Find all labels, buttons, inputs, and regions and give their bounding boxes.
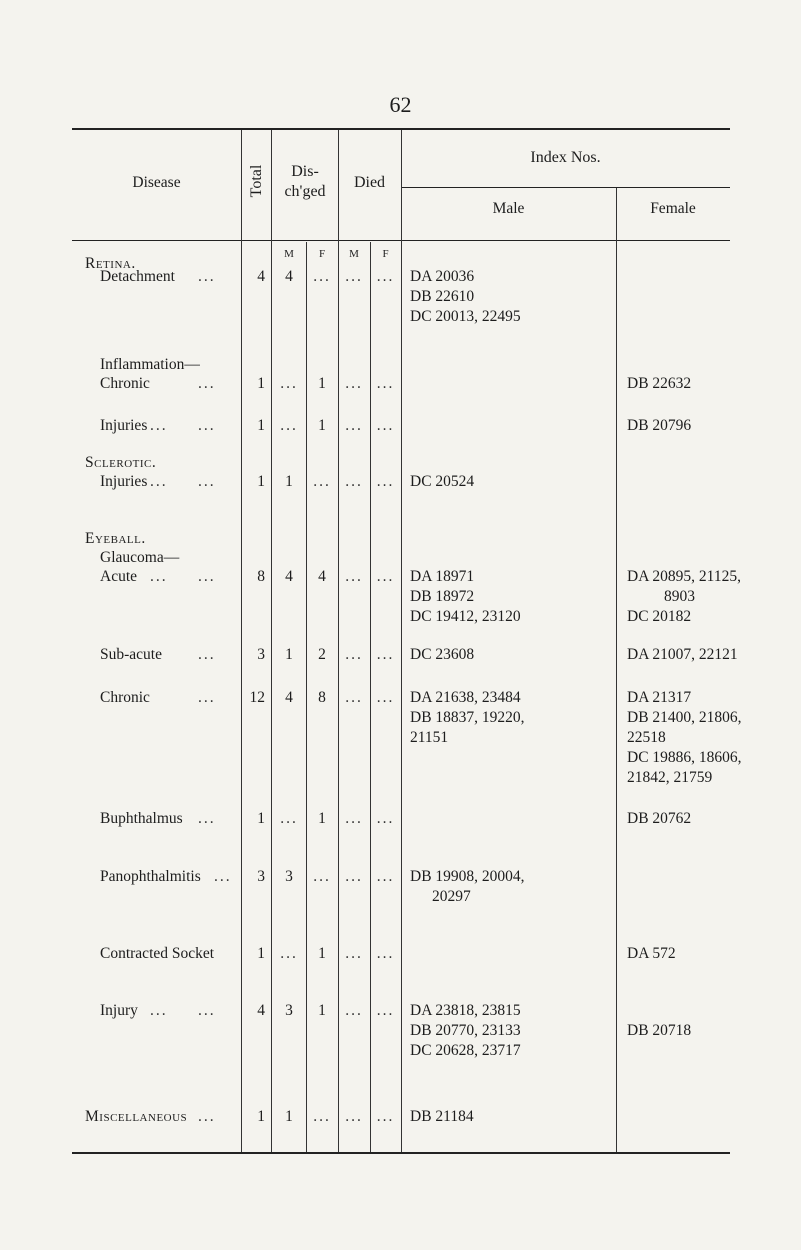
section-retina: Retina. [85, 255, 136, 272]
leader-dots: ... [150, 568, 168, 585]
row-male-index: DA 21638, 23484 [410, 689, 521, 706]
header-total: Total [248, 164, 265, 198]
row-male-index: DA 20036 [410, 268, 475, 285]
row-female-index: DC 20182 [627, 608, 692, 625]
row-male-index: DB 21184 [410, 1108, 474, 1125]
row-disease: Injury [100, 1002, 138, 1019]
empty-died-m: ... [345, 810, 363, 827]
row-female-index: DA 572 [627, 945, 676, 962]
empty-died-f: ... [376, 417, 395, 434]
empty-died-m: ... [345, 689, 363, 706]
leader-dots: ... [198, 375, 216, 392]
header-discharged-1: Dis- [291, 163, 319, 180]
leader-dots: ... [198, 810, 216, 827]
header-dis-m: M [284, 248, 294, 260]
leader-dots: ... [198, 473, 216, 490]
row-male-index: DC 20013, 22495 [410, 308, 521, 325]
header-died-f: F [382, 248, 389, 260]
empty-died-f: ... [376, 1108, 395, 1125]
row-disease: Panophthalmitis [100, 868, 201, 885]
row-total: 4 [257, 1002, 265, 1019]
header-disease: Disease [132, 174, 181, 191]
header-died: Died [353, 174, 386, 191]
empty-dis-m: ... [280, 375, 298, 392]
row-total: 1 [257, 375, 265, 392]
row-dis-f: 1 [318, 417, 326, 434]
row-male-index: DC 20628, 23717 [410, 1042, 521, 1059]
row-female-index: DB 21400, 21806, [627, 709, 742, 726]
row-total: 1 [257, 473, 265, 490]
empty-died-m: ... [345, 268, 363, 285]
row-disease: Miscellaneous [85, 1108, 188, 1125]
empty-died-f: ... [376, 810, 395, 827]
empty-dis-f: ... [313, 473, 331, 490]
row-disease: Detachment [100, 268, 175, 285]
leader-dots: ... [198, 568, 216, 585]
empty-died-f: ... [376, 689, 395, 706]
leader-dots: ... [198, 646, 216, 663]
row-total: 1 [257, 417, 265, 434]
row-total: 3 [257, 868, 265, 885]
row-disease: Chronic [100, 375, 150, 392]
row-total: 1 [257, 810, 265, 827]
row-total: 1 [257, 945, 265, 962]
bottom-rule [72, 1152, 730, 1154]
row-disease: Buphthalmus [100, 810, 183, 827]
row-female-index: DC 19886, 18606, [627, 749, 742, 766]
empty-died-m: ... [345, 568, 363, 585]
index-sub-rule [401, 187, 730, 188]
row-total: 8 [257, 568, 265, 585]
empty-dis-m: ... [280, 810, 298, 827]
page-number: 62 [389, 92, 412, 117]
empty-died-m: ... [345, 1108, 363, 1125]
row-dis-f: 2 [318, 646, 326, 663]
empty-died-m: ... [345, 473, 363, 490]
row-dis-m: 3 [285, 1002, 293, 1019]
header-index-nos: Index Nos. [530, 149, 601, 166]
header-discharged-2: ch'ged [284, 183, 326, 200]
row-male-index: 21151 [410, 729, 449, 746]
leader-dots: ... [150, 417, 168, 434]
row-disease: Injuries [100, 473, 148, 490]
row-male-index: 20297 [432, 888, 471, 905]
row-male-index: DB 19908, 20004, [410, 868, 525, 885]
row-disease: Chronic [100, 689, 150, 706]
empty-died-f: ... [376, 473, 395, 490]
leader-dots: ... [198, 1108, 216, 1125]
row-female-index: DB 20718 [627, 1022, 692, 1039]
row-total: 3 [257, 646, 265, 663]
row-disease: Acute [100, 568, 138, 585]
leader-dots: ... [198, 689, 216, 706]
row-dis-f: 4 [318, 568, 326, 585]
row-total: 1 [257, 1108, 265, 1125]
row-female-index: 22518 [627, 729, 666, 746]
row-female-index: DB 22632 [627, 375, 692, 392]
empty-died-f: ... [376, 868, 395, 885]
row-male-index: DC 20524 [410, 473, 475, 490]
row-dis-m: 4 [285, 689, 293, 706]
row-dis-m: 1 [285, 646, 293, 663]
row-dis-f: 1 [318, 375, 326, 392]
col-line-male-female [616, 188, 617, 1152]
empty-died-m: ... [345, 945, 363, 962]
row-male-index: DB 18972 [410, 588, 475, 605]
empty-died-f: ... [376, 646, 395, 663]
row-dis-f: 1 [318, 810, 326, 827]
row-disease: Contracted Socket [100, 945, 215, 962]
row-male-index: DC 23608 [410, 646, 475, 663]
leader-dots: ... [198, 1002, 216, 1019]
leader-dots: ... [214, 868, 232, 885]
empty-died-f: ... [376, 375, 395, 392]
row-total: 4 [257, 268, 265, 285]
empty-died-m: ... [345, 1002, 363, 1019]
row-female-index: DA 21317 [627, 689, 692, 706]
row-female-index: DB 20796 [627, 417, 692, 434]
row-dis-f: 8 [318, 689, 326, 706]
section-eyeball: Eyeball. [85, 530, 146, 547]
empty-dis-f: ... [313, 268, 331, 285]
empty-died-f: ... [376, 945, 395, 962]
empty-dis-m: ... [280, 945, 298, 962]
empty-died-m: ... [345, 375, 363, 392]
row-male-index: DA 23818, 23815 [410, 1002, 521, 1019]
empty-died-f: ... [376, 568, 395, 585]
leader-dots: ... [198, 268, 216, 285]
subgroup-inflammation: Inflammation— [100, 356, 200, 373]
row-disease: Injuries [100, 417, 148, 434]
empty-died-m: ... [345, 868, 363, 885]
leader-dots: ... [198, 417, 216, 434]
row-male-index: DC 19412, 23120 [410, 608, 521, 625]
row-dis-m: 3 [285, 868, 293, 885]
leader-dots: ... [150, 473, 168, 490]
header-dis-f: F [318, 248, 326, 260]
leader-dots: ... [150, 1002, 168, 1019]
header-male: Male [492, 200, 525, 217]
row-female-index: DA 21007, 22121 [627, 646, 738, 663]
empty-dis-m: ... [280, 417, 298, 434]
empty-died-m: ... [345, 646, 363, 663]
row-dis-m: 4 [285, 568, 293, 585]
header-died-m: M [349, 248, 359, 260]
section-sclerotic: Sclerotic. [85, 454, 157, 471]
empty-died-f: ... [376, 268, 395, 285]
row-female-index: 8903 [664, 588, 695, 605]
row-dis-f: 1 [318, 945, 326, 962]
row-dis-f: 1 [318, 1002, 326, 1019]
row-male-index: DA 18971 [410, 568, 475, 585]
col-line-index [401, 130, 402, 1152]
empty-dis-f: ... [313, 868, 331, 885]
empty-dis-f: ... [313, 1108, 331, 1125]
header-female: Female [650, 200, 696, 217]
row-disease: Sub-acute [100, 646, 162, 663]
empty-died-m: ... [345, 417, 363, 434]
subgroup-glaucoma: Glaucoma— [100, 549, 180, 566]
row-dis-m: 1 [285, 473, 293, 490]
row-male-index: DB 22610 [410, 288, 475, 305]
empty-died-f: ... [376, 1002, 395, 1019]
row-female-index: DA 20895, 21125, [627, 568, 741, 585]
row-male-index: DB 18837, 19220, [410, 709, 525, 726]
row-total: 12 [249, 689, 265, 706]
row-male-index: DB 20770, 23133 [410, 1022, 521, 1039]
row-dis-m: 1 [285, 1108, 293, 1125]
row-dis-m: 4 [285, 268, 293, 285]
row-female-index: DB 20762 [627, 810, 692, 827]
row-female-index: 21842, 21759 [627, 769, 713, 786]
